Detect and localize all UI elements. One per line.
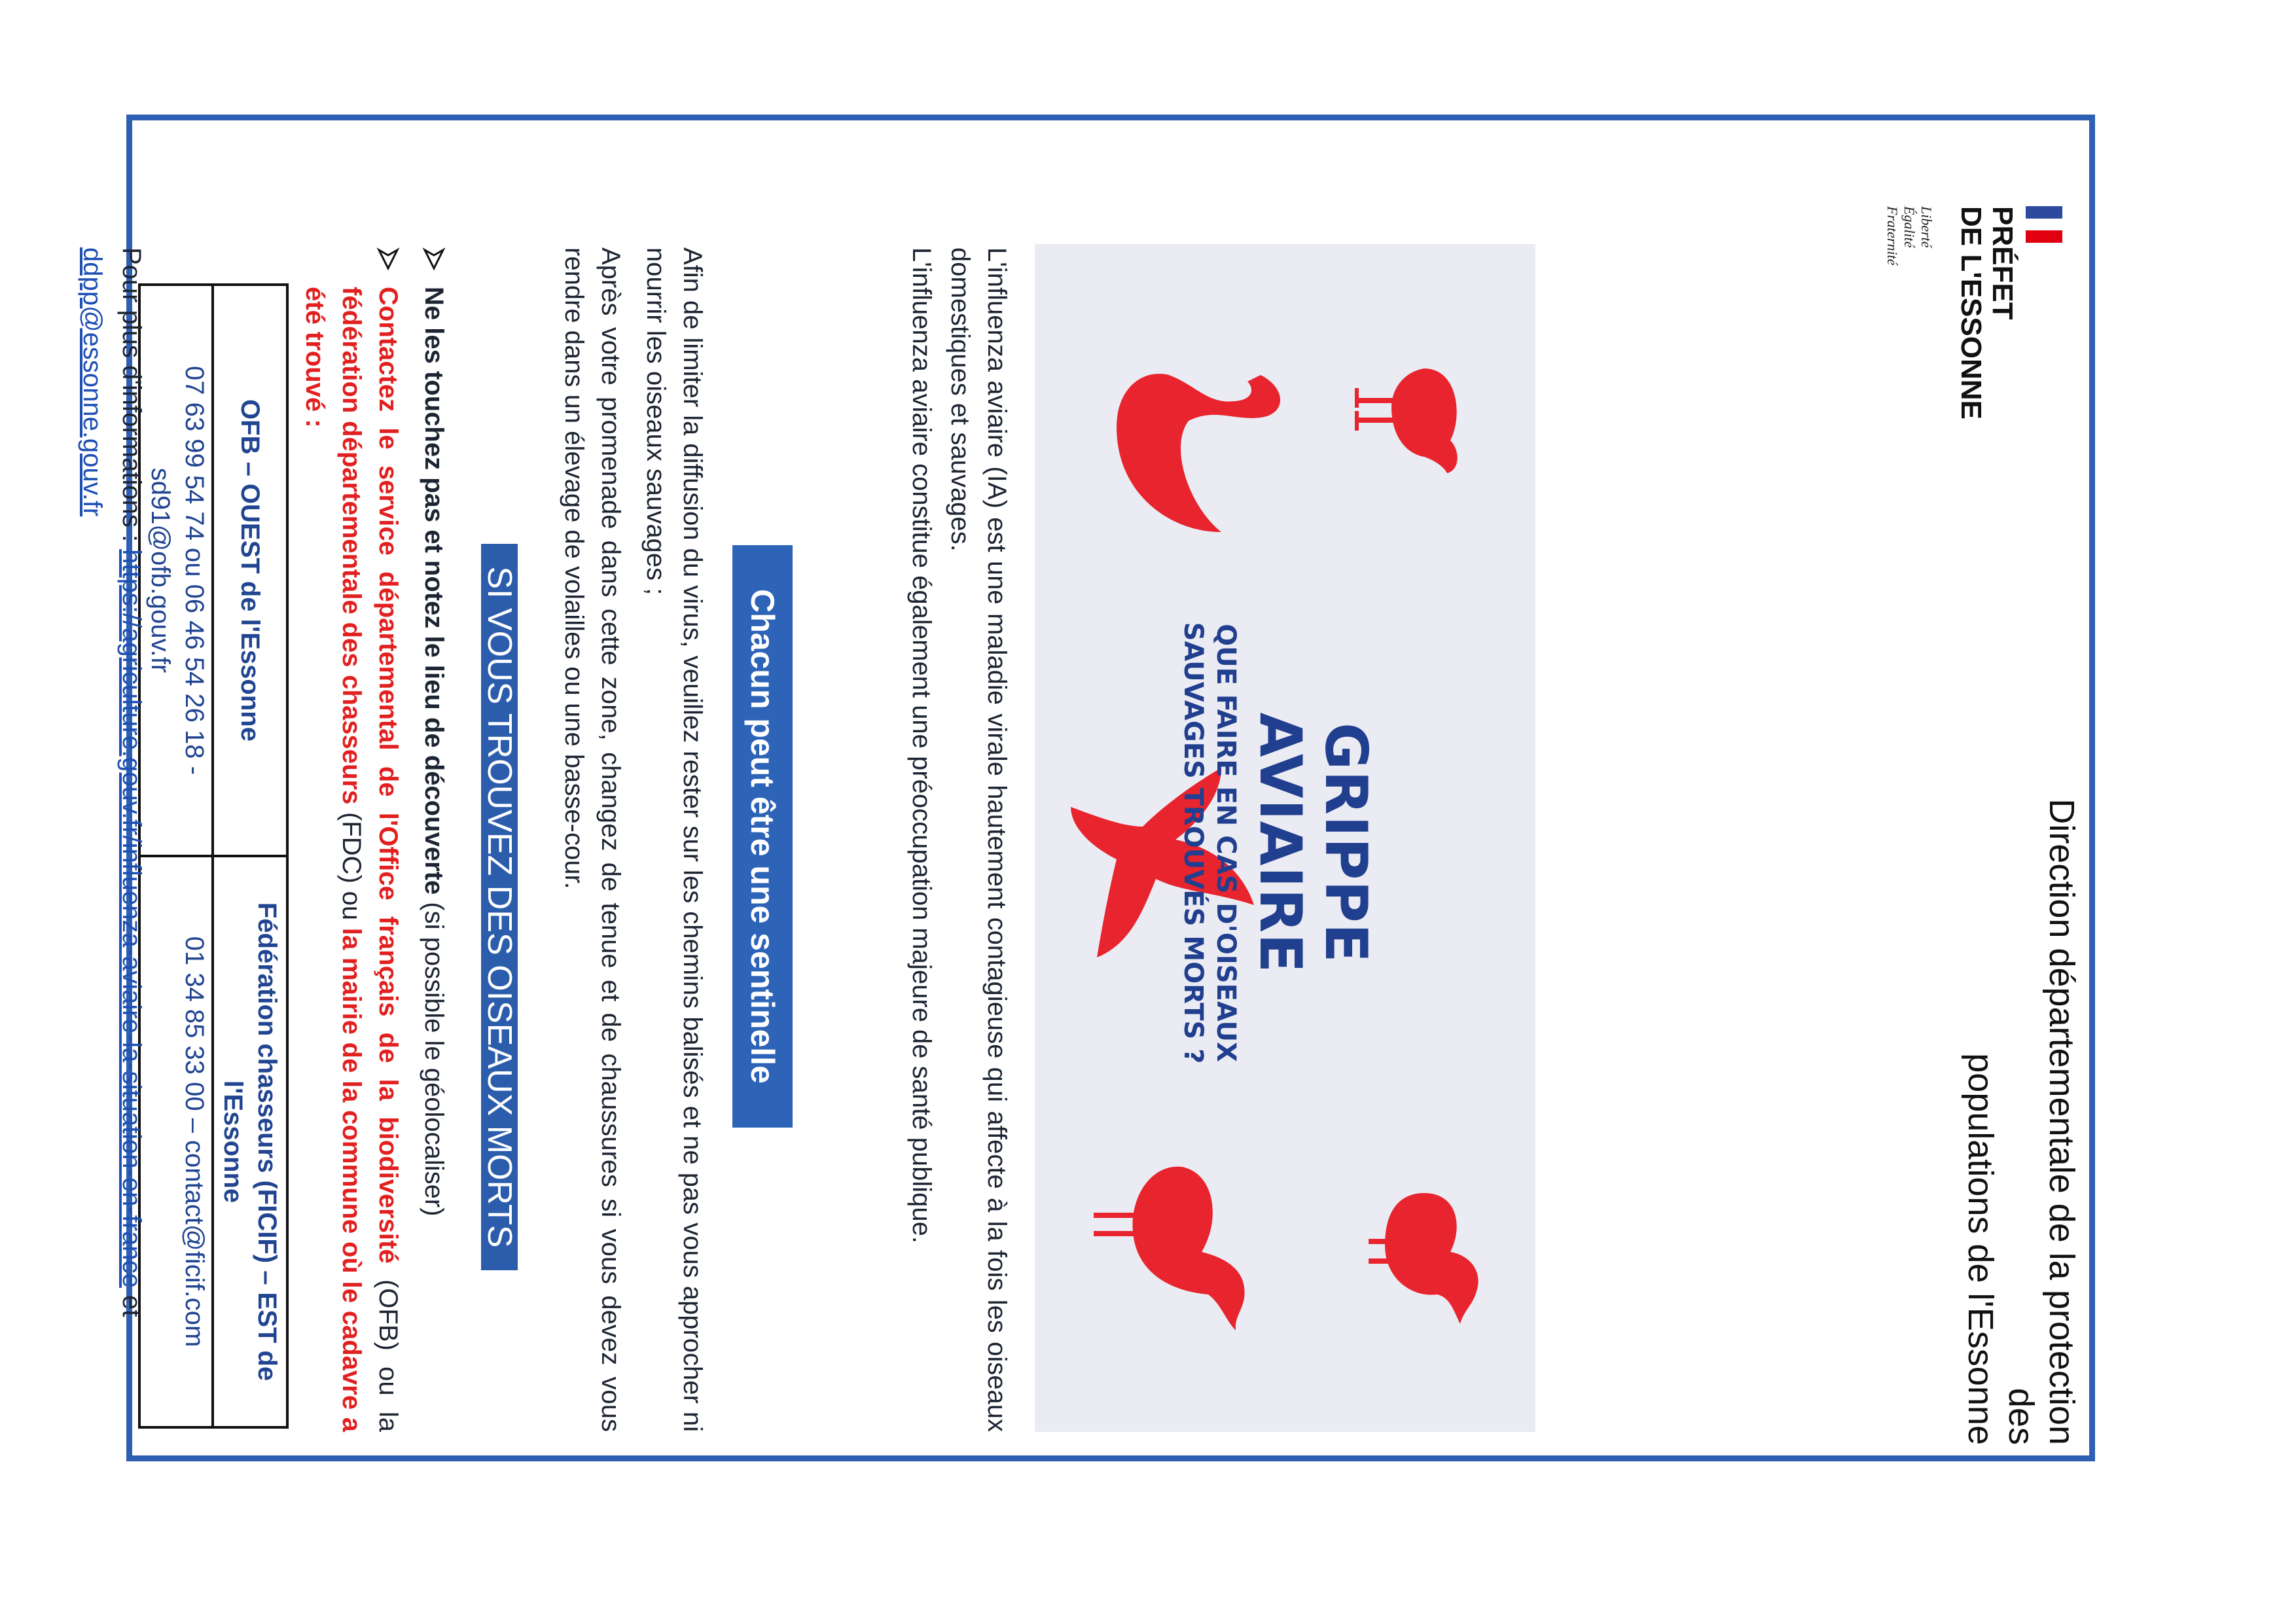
sentinel-heading: Chacun peut être une sentinelle [732,545,793,1128]
contact-fdc-text: fédération départementale des chasseurs [337,287,366,805]
intro-paragraph-2: L'influenza aviaire constitue également une préoccupation majeure de santé publique. [907,247,936,1243]
contact-ofb-abbrev: (OFB) ou la [374,1263,403,1432]
footer-info [73,247,151,1432]
banner-title-block [1177,604,1378,1082]
arrow-bullet-icon [376,247,400,271]
contact-mairie-text: la mairie de la commune où le cadavre a été trouvé : [300,287,366,1432]
sentinel-paragraph-1: Afin de limiter la diffusion du virus, veuillez rester sur les chemins balisés et ne pas vous approcher ni nourrir les oiseaux sauvages ; [641,247,707,1432]
agriculture-link[interactable]: https://agriculture.gouv.fr/influenza-aviaire-la-situation-en-france [117,549,146,1288]
bird-flu-banner [1035,244,1535,1432]
rotated-page [78,126,2095,1461]
banner-subtitle: QUE FAIRE EN CAS D'OISEAUX SAUVAGES TROUVÉS MORTS ? [1178,622,1241,1064]
swan-icon [1103,349,1300,545]
logo-title: PRÉFET DE L'ESSONNE [1955,206,2018,419]
contact-ofb-text: Contactez le service départemental de l'Office français de la biodiversité [374,287,403,1264]
republic-motto: Liberté Égalité Fraternité [1884,206,1935,266]
footer-middle: et [117,1287,146,1317]
ofb-contact-details: 07 63 99 54 74 ou 06 46 54 26 18 - sd91@ofb.gouv.fr [139,285,213,856]
footer-prefix: Pour plus d'informations : [117,247,146,550]
bullet-bold-text: Ne les touchez pas et notez le lieu de découverte [420,287,448,895]
bullet-rest-text: (si possible le géolocaliser) [420,895,448,1217]
intro-paragraph-1: L'influenza aviaire (IA) est une maladie virale hautement contagieuse qui affecte à la fois les oiseaux domestiques et sauvages. [946,247,1011,1432]
banner-title: GRIPPE AVIAIRE [1247,712,1380,974]
ddpp-email-link[interactable]: ddpp@essonne.gouv.fr [78,247,107,517]
contact-fdc-abbrev: (FDC) ou [337,804,366,928]
duck-icon [1365,1180,1496,1337]
ficif-contact-name: Fédération chasseurs (FICIF) – EST de l'Essonne [213,856,287,1427]
direction-title: Direction départementale de la protection des populations de l'Essonne [1961,798,2081,1445]
french-flag-icon [2026,206,2062,243]
ficif-contact-details: 01 34 85 33 00 – contact@ficif.com [139,856,213,1427]
dead-birds-heading: SI VOUS TROUVEZ DES OISEAUX MORTS [481,544,518,1270]
ofb-contact-name: OFB – OUEST de l'Essonne [213,285,287,856]
contacts-table [138,283,289,1429]
standing-bird-icon [1352,342,1483,486]
sentinel-paragraph-2: Après votre promenade dans cette zone, changez de tenue et de chaussures si vous devez vous rendre dans un élevage de volailles ou une basse-cour. [560,247,625,1432]
heron-icon [1090,1147,1261,1344]
document-frame [78,115,2095,1461]
prefecture-logo [1886,206,2069,422]
arrow-bullet-icon [422,247,446,271]
